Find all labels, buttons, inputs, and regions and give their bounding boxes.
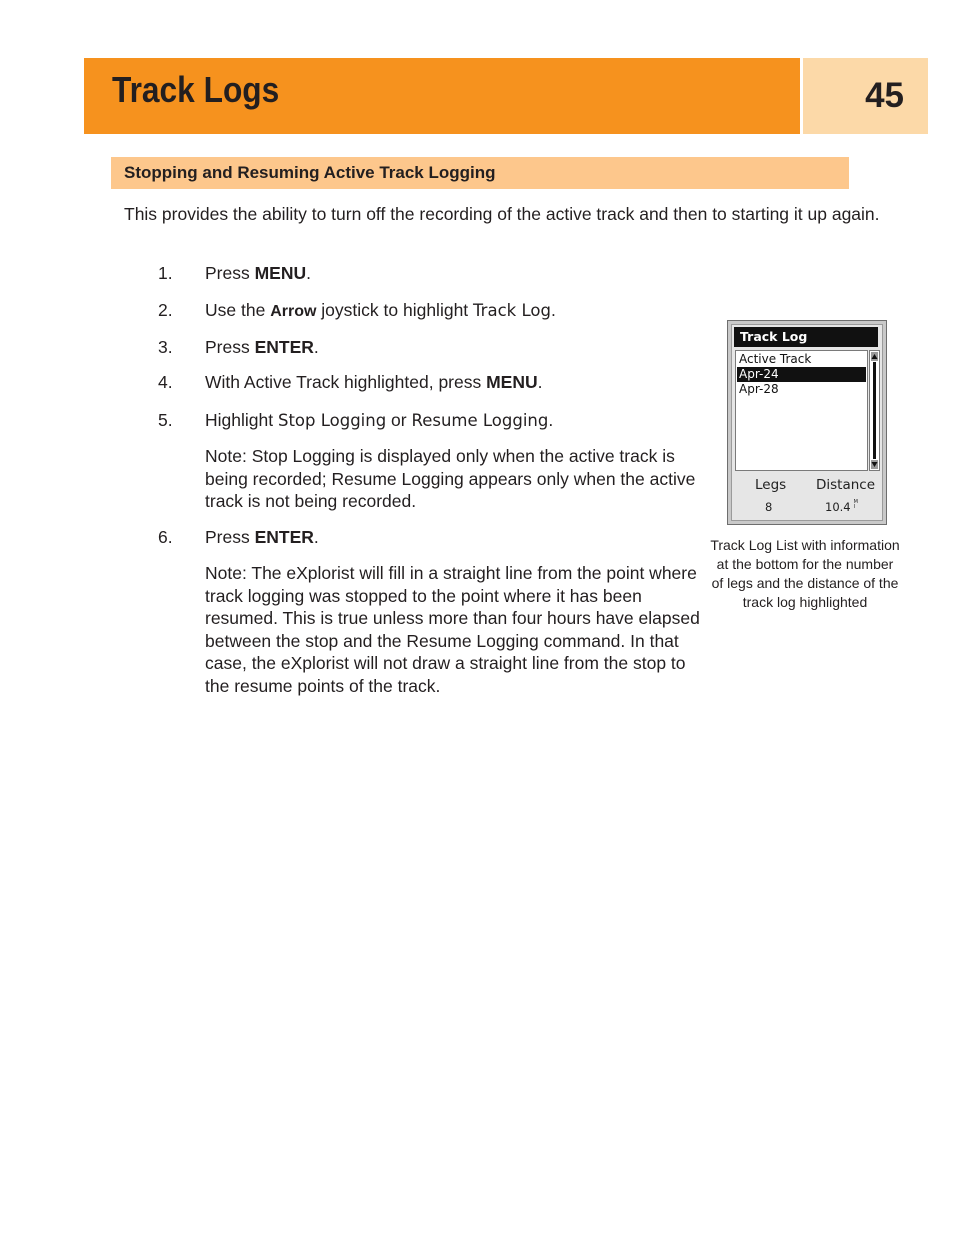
step-text: With Active Track highlighted, press: [205, 372, 487, 392]
page-title: Track Logs: [112, 69, 280, 110]
step-text: Use the: [205, 300, 271, 320]
scroll-down-icon[interactable]: [871, 460, 878, 469]
step-5: [158, 409, 553, 432]
step-2: [158, 299, 556, 323]
scrollbar[interactable]: [869, 350, 880, 471]
step-6: [158, 526, 319, 548]
step-punct: .: [313, 527, 319, 547]
step-number: 2.: [158, 300, 173, 320]
legs-label: Legs: [755, 477, 787, 493]
list-item[interactable]: Apr-28: [739, 382, 779, 396]
distance-value-group: [825, 500, 858, 514]
step-text: Highlight: [205, 410, 278, 430]
list-item[interactable]: Active Track: [739, 352, 812, 366]
list-item-selected[interactable]: Apr-24: [737, 367, 866, 382]
distance-label: Distance: [816, 477, 876, 493]
step-text: or: [386, 410, 412, 430]
intro-paragraph: This provides the ability to turn off the recording of the active track and then to starting it up again.: [124, 204, 880, 224]
menu-key: MENU: [486, 372, 538, 392]
note-straight-line: Note: The eXplorist will fill in a straight line from the point where track logging was stopped to the point where it has been resumed. This is true unless more than four hours have elapsed between the stop and the Resume Logging command. In that case, the eXplorist will not draw a straight line from the stop to the resume points of the track.: [205, 563, 700, 696]
scroll-thumb[interactable]: [873, 362, 876, 459]
enter-key: ENTER: [254, 337, 314, 357]
step-punct: .: [548, 410, 554, 430]
page-number-box: [803, 58, 928, 134]
legs-value: 8: [765, 500, 773, 514]
device-screenshot: [727, 320, 887, 525]
step-text: Press: [205, 263, 255, 283]
step-text: Press: [205, 527, 255, 547]
step-number: 5.: [158, 410, 173, 430]
stop-logging-term: Stop Logging: [277, 411, 387, 430]
distance-unit: [854, 500, 858, 510]
step-1: [158, 262, 311, 284]
step-number: 4.: [158, 372, 173, 392]
step-4: [158, 371, 543, 393]
step-number: 3.: [158, 337, 173, 357]
device-footer: [735, 473, 880, 522]
section-heading-bar: [111, 157, 849, 189]
step-text: joystick to highlight: [316, 300, 474, 320]
menu-key: MENU: [254, 263, 307, 283]
step-text: Press: [205, 337, 255, 357]
page-number: 45: [865, 76, 904, 115]
step-punct: .: [306, 263, 312, 283]
section-title: Stopping and Resuming Active Track Logging: [124, 163, 496, 182]
device-screen: [731, 324, 883, 521]
resume-logging-term: Resume Logging: [411, 411, 549, 430]
step-punct: .: [313, 337, 319, 357]
figure-caption: Track Log List with information at the bottom for the number of legs and the distance of the track log highlighted: [710, 537, 900, 610]
track-log-list: [735, 350, 868, 471]
arrow-key: Arrow: [270, 303, 317, 320]
step-punct: .: [550, 300, 556, 320]
unit-top: M: [853, 499, 858, 505]
step-punct: .: [537, 372, 543, 392]
enter-key: ENTER: [254, 527, 314, 547]
step-number: 6.: [158, 527, 173, 547]
track-log-term: Track Log: [473, 301, 551, 320]
step-number: 1.: [158, 263, 173, 283]
step-3: [158, 336, 319, 358]
scroll-up-icon[interactable]: [871, 352, 878, 361]
unit-bottom: I: [853, 504, 856, 510]
distance-value: 10.4: [825, 500, 851, 514]
note-stop-logging: Note: Stop Logging is displayed only when the active track is being recorded; Resume Logging appears only when the active track is not being recorded.: [205, 446, 696, 511]
device-title: Track Log: [734, 327, 878, 347]
